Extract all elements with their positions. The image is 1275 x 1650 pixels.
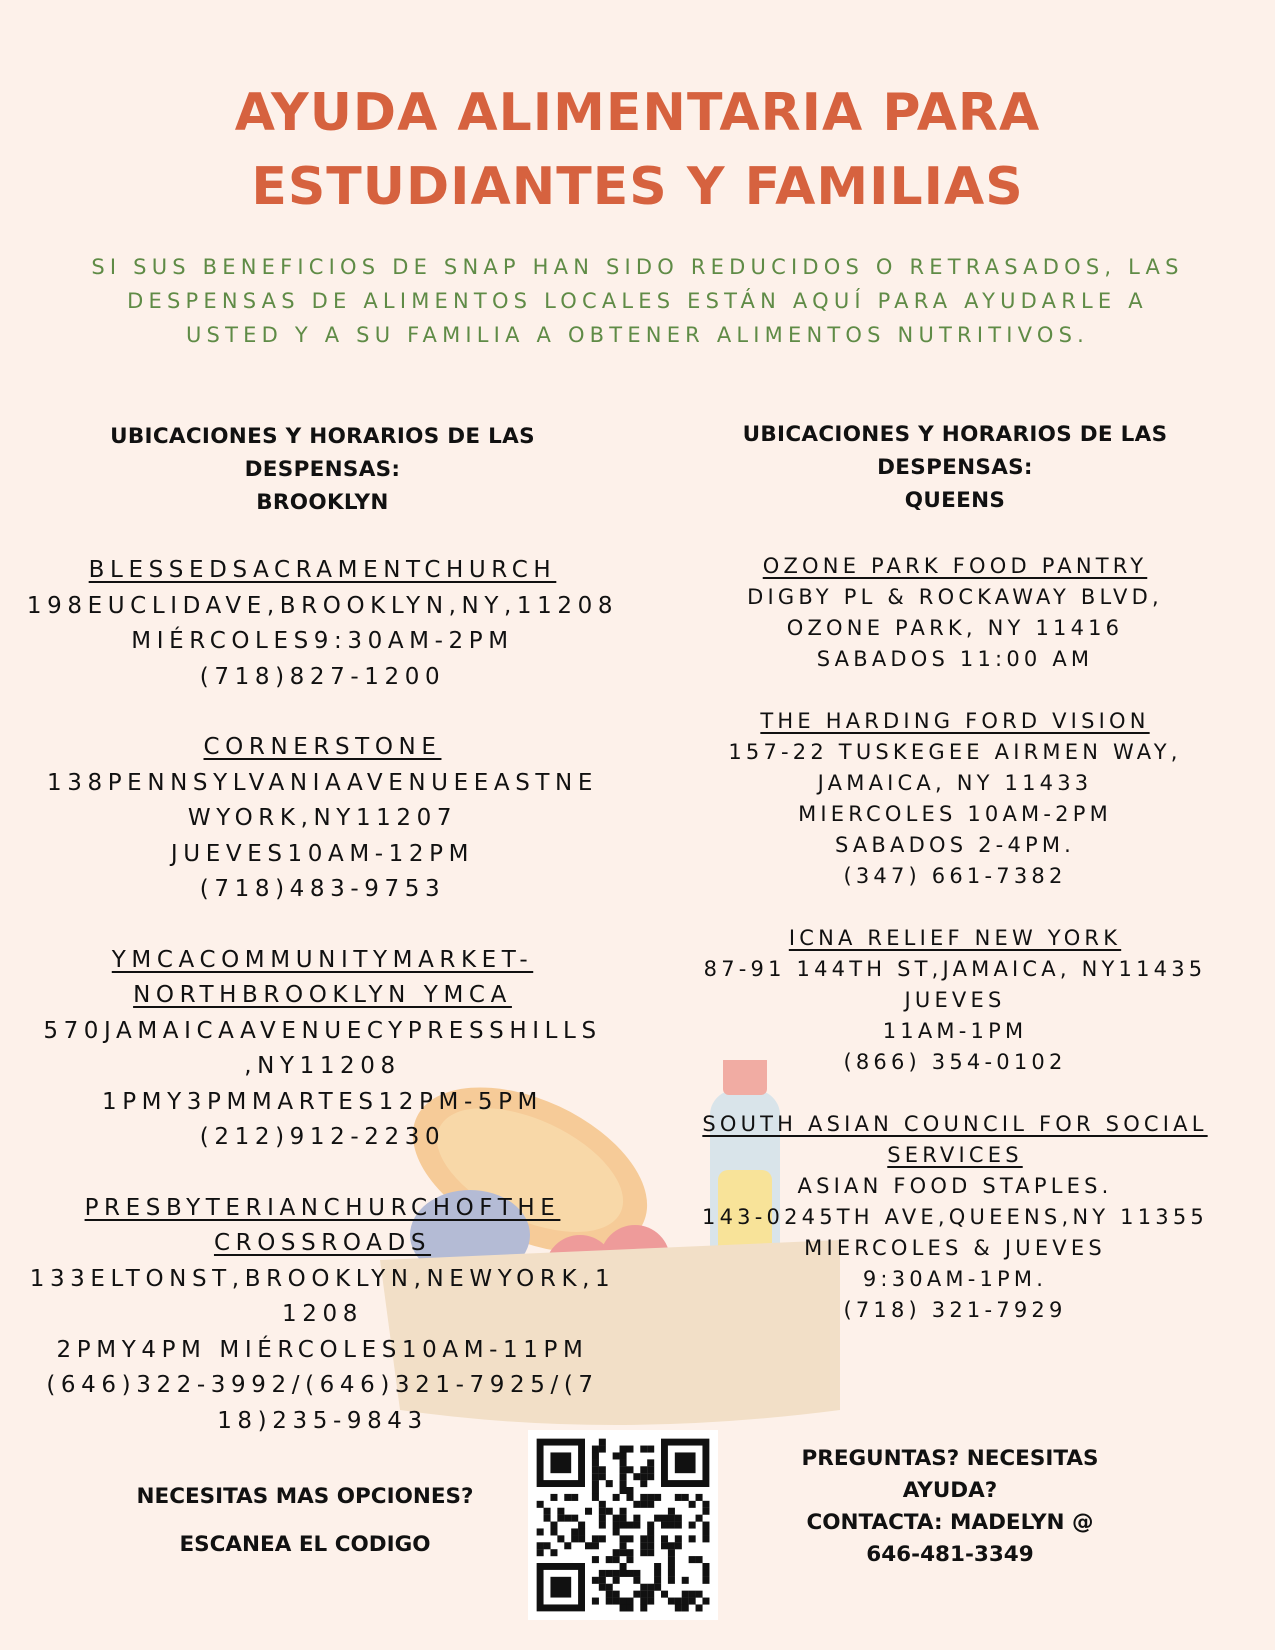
location-detail: WYORK,NY11207	[187, 805, 458, 831]
contact-line: PREGUNTAS? NECESITAS	[801, 1446, 1099, 1471]
location-name: YMCACOMMUNITYMARKET-	[111, 946, 534, 973]
location-name: PRESBYTERIANCHURCHOFTHE	[84, 1194, 561, 1221]
brooklyn-column	[10, 420, 635, 1474]
location-name: SERVICES	[887, 1143, 1023, 1167]
page-title	[0, 76, 1275, 224]
location-block	[655, 923, 1255, 1078]
location-detail: JAMAICA, NY 11433	[817, 771, 1093, 795]
location-detail: 1208	[282, 1301, 363, 1327]
location-detail: (718)827-1200	[199, 663, 446, 690]
location-detail: (718)483-9753	[199, 876, 446, 902]
location-block	[10, 730, 635, 908]
intro-text	[20, 250, 1255, 352]
title-line-2: ESTUDIANTES Y FAMILIAS	[251, 157, 1024, 217]
intro-line-3: USTED Y A SU FAMILIA A OBTENER ALIMENTOS NUTRITIVOS.	[185, 323, 1089, 347]
location-detail: 143-0245TH AVE,QUEENS,NY 11355	[702, 1205, 1208, 1229]
location-block	[10, 553, 635, 695]
location-name: BLESSEDSACRAMENTCHURCH	[88, 557, 557, 583]
location-detail: 9:30AM-1PM.	[862, 1267, 1048, 1291]
location-detail: 1PMY3PMMARTES12PM-5PM	[101, 1088, 544, 1115]
location-detail: ,NY11208	[244, 1053, 401, 1079]
brooklyn-heading	[10, 420, 635, 519]
location-name: OZONE PARK FOOD PANTRY	[762, 554, 1148, 578]
location-detail: MIERCOLES 10AM-2PM	[798, 802, 1112, 826]
location-detail: JUEVES	[904, 988, 1006, 1012]
title-line-1: AYUDA ALIMENTARIA PARA	[234, 83, 1041, 143]
intro-line-2: DESPENSAS DE ALIMENTOS LOCALES ESTÁN AQUÍ PARA AYUDARLE A	[127, 289, 1148, 313]
brooklyn-locations	[10, 553, 635, 1439]
location-name: NORTHBROOKLYN YMCA	[133, 982, 512, 1008]
heading-line: DESPENSAS:	[244, 457, 401, 482]
location-detail: 2PMY4PM MIÉRCOLES10AM-11PM	[56, 1336, 589, 1363]
location-detail: (646)322-3992/(646)321-7925/(7	[46, 1372, 599, 1398]
location-block	[655, 706, 1255, 892]
qr-code-icon[interactable]	[528, 1430, 718, 1620]
contact-phone: 646-481-3349	[866, 1542, 1034, 1567]
location-block	[10, 943, 635, 1156]
location-detail: (212)912-2230	[199, 1124, 446, 1150]
location-detail: 11AM-1PM	[882, 1019, 1028, 1043]
location-detail: (866) 354-0102	[843, 1050, 1067, 1074]
intro-line-1: SI SUS BENEFICIOS DE SNAP HAN SIDO REDUCIDOS O RETRASADOS, LAS	[91, 255, 1184, 279]
location-detail: MIÉRCOLES9:30AM-2PM	[131, 628, 514, 654]
location-block	[655, 551, 1255, 675]
location-detail: 198EUCLIDAVE,BROOKLYN,NY,11208	[26, 592, 619, 619]
location-detail: JUEVES10AM-12PM	[170, 840, 475, 867]
location-detail: 18)235-9843	[217, 1407, 428, 1434]
queens-locations	[655, 551, 1255, 1326]
location-name: SOUTH ASIAN COUNCIL FOR SOCIAL	[702, 1112, 1208, 1136]
more-options-callout	[60, 1473, 550, 1569]
queens-heading	[655, 418, 1255, 517]
location-detail: OZONE PARK, NY 11416	[786, 616, 1124, 640]
location-detail: DIGBY PL & ROCKAWAY BLVD,	[747, 585, 1163, 609]
location-name: ICNA RELIEF NEW YORK	[788, 926, 1122, 950]
contact-line: AYUDA?	[902, 1478, 998, 1503]
location-name: THE HARDING FORD VISION	[760, 709, 1150, 733]
location-detail: 157-22 TUSKEGEE AIRMEN WAY,	[728, 740, 1182, 764]
location-name: CORNERSTONE	[203, 734, 442, 760]
location-block	[10, 1191, 635, 1440]
heading-line: UBICACIONES Y HORARIOS DE LAS	[110, 424, 535, 449]
scan-code-text: ESCANEA EL CODIGO	[179, 1532, 431, 1557]
contact-callout	[740, 1443, 1160, 1571]
location-detail: (718) 321-7929	[843, 1298, 1067, 1322]
location-name: CROSSROADS	[213, 1230, 432, 1256]
more-options-text: NECESITAS MAS OPCIONES?	[136, 1484, 474, 1509]
location-detail: SABADOS 11:00 AM	[816, 647, 1094, 671]
location-detail: 138PENNSYLVANIAAVENUEEASTNE	[47, 769, 598, 796]
location-detail: 87-91 144TH ST,JAMAICA, NY11435	[703, 957, 1207, 981]
location-detail: 133ELTONST,BROOKLYN,NEWYORK,1	[29, 1265, 616, 1292]
location-block	[655, 1109, 1255, 1326]
heading-line: BROOKLYN	[256, 490, 389, 515]
queens-column	[655, 418, 1255, 1357]
location-detail: ASIAN FOOD STAPLES.	[797, 1174, 1113, 1198]
contact-line: CONTACTA: MADELYN @	[806, 1510, 1094, 1535]
heading-line: UBICACIONES Y HORARIOS DE LAS	[742, 422, 1168, 447]
location-detail: SABADOS 2-4PM.	[834, 833, 1076, 857]
location-detail: MIERCOLES & JUEVES	[804, 1236, 1106, 1260]
heading-line: QUEENS	[904, 488, 1006, 513]
location-detail: (347) 661-7382	[843, 864, 1067, 888]
location-detail: 570JAMAICAAVENUECYPRESSHILLS	[43, 1017, 602, 1044]
heading-line: DESPENSAS:	[877, 455, 1033, 480]
